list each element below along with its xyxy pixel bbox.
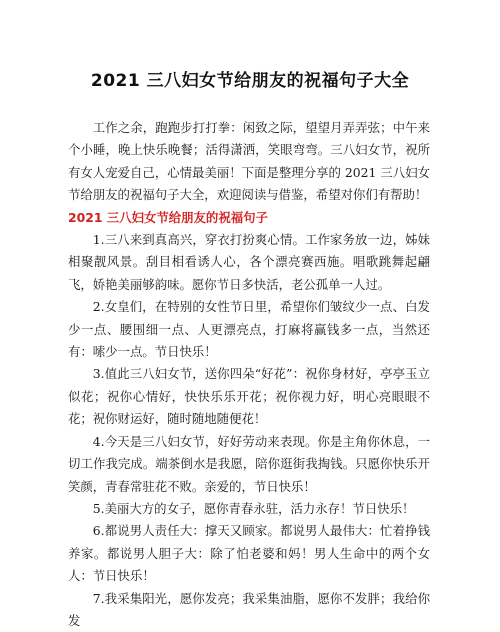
list-item: 1.三八来到真高兴，穿衣打扮爽心情。工作家务放一边，姊妹相聚靓风景。刮目相看诱人心，各个漂亮赛西施。唱歌跳舞起翩飞，娇艳美丽够韵味。愿你节日多快活，老公孤单一人过。 [68,232,430,292]
section-heading: 2021 三八妇女节给朋友的祝福句子 [68,209,268,225]
list-item: 4.今天是三八妇女节，好好劳动来表现。你是主角你休息，一切工作我完成。端茶倒水是我愿，陪你逛街我掏钱。只愿你快乐开笑颜，青春常驻花不败。亲爱的，节日快乐！ [68,433,430,494]
intro-paragraph: 工作之余，跑跑步打打拳：闲致之际，望望月弄弄弦；中午来个小睡，晚上快乐晚餐；活得潇洒，笑眼弯弯。三八妇女节，祝所有女人宠爱自己，心情最美丽！下面是整理分享的 2021 三八妇女节给朋友的祝福句子大全，欢迎阅读与借鉴，希望对你们有帮助！ [68,120,430,203]
list-item: 7.我采集阳光，愿你发亮；我采集油脂，愿你不发胖；我给你发 [68,590,430,628]
list-item: 2.女皇们，在特别的女性节日里，希望你们皱纹少一点、白发少一点、腰围细一点、人更漂亮点，打麻将赢钱多一点，当然还有：嗦少一点。节日快乐！ [68,299,430,360]
document-body [68,117,430,632]
list-item: 6.都说男人责任大：撑天又顾家。都说男人最伟大：忙着挣钱养家。都说男人胆子大：除了怕老婆和妈！男人生命中的两个女人：节日快乐！ [68,523,430,584]
list-item: 5.美丽大方的女子，愿你青春永驻，活力永存！节日快乐！ [92,500,415,516]
document-title: 2021 三八妇女节给朋友的祝福句子大全 [90,71,410,91]
list-item: 3.值此三八妇女节，送你四朵“好花”：祝你身材好，亭亭玉立似花；祝你心情好，快快乐乐开花；祝你视力好，明心亮眼眼不花；祝你财运好，随时随地随便花！ [68,366,430,427]
